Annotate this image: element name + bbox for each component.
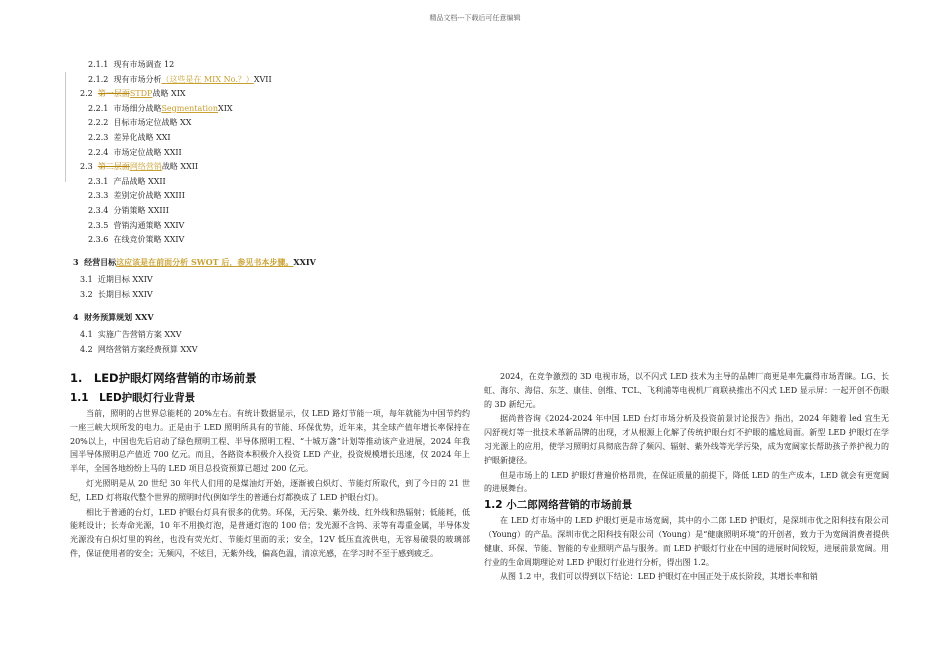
toc-entry-number: 2.2 bbox=[80, 89, 93, 99]
paragraph: 据尚普咨询《2024-2024 年中国 LED 台灯市场分析及投资前景讨论报告》指出，2024 年随着 led 宜生无闪舒视灯等一批技术革新品牌的出现，才从根源上化解了传统护眼台灯不护眼的尴尬局面。新型 LED 护眼灯在学习光源上的应用，使学习照明灯具彻底告辞了频闪、辐射、紫外线等光学污染，成为宽阔家长帮助孩子养护视力的护眼新捷径。 bbox=[484, 414, 889, 465]
toc-entry-text: 财务预算规划 XXV bbox=[84, 311, 154, 322]
toc-entry-text: XVII bbox=[253, 74, 272, 84]
toc-entry-number: 2.1.1 bbox=[88, 60, 109, 69]
toc-entry[interactable] bbox=[70, 160, 490, 175]
toc-entry-text: 战略 XIX bbox=[152, 89, 186, 99]
section-heading-1-2: 1.2 小二郎网络营销的市场前景 bbox=[484, 499, 633, 512]
toc-entry-text: 目标市场定位战略 XX bbox=[113, 118, 192, 128]
paragraph: 在 LED 灯市场中的 LED 护眼灯更是市场宽阔，其中的小二郎 LED 护眼灯，是深圳市优之阳科技有限公司（Young）的产品。深圳市优之阳科技有限公司（Young）是“健康照明环境”的开创者，致力于为宽阔消费者提供健康、环保、节能、智能的专业照明产品与服务。而 LED 护眼灯行业在中国的进展时间较短，进展前景宽阔。用行业的生命周期理论对 LED 护眼灯行业进行分析，得出图 1.2。 bbox=[484, 516, 889, 567]
tracked-deletion: 第一层面 bbox=[97, 89, 130, 99]
paragraph: 但是市场上的 LED 护眼灯普遍价格昂贵，在保证质量的前提下，降低 LED 的生产成本，LED 就会有更宽阔的进展舞台。 bbox=[484, 470, 889, 494]
toc-entry-text: 营销沟通策略 XXIV bbox=[113, 220, 185, 230]
toc-entry-number: 2.3.3 bbox=[88, 191, 109, 201]
toc-entry-number: 3.1 bbox=[80, 275, 93, 285]
toc-entry-text: 现有市场调查 12 bbox=[113, 60, 175, 69]
toc-entry[interactable] bbox=[70, 219, 490, 234]
toc-entry[interactable] bbox=[70, 116, 490, 131]
toc-entry[interactable] bbox=[70, 58, 490, 73]
toc-entry[interactable] bbox=[70, 175, 490, 190]
toc-entry-text: 实施广告营销方案 XXV bbox=[97, 330, 182, 340]
toc-entry[interactable] bbox=[70, 233, 490, 248]
paragraph: 相比于普通的台灯，LED 护眼台灯具有很多的优势。环保，无污染、紫外线、红外线和热辐射；低能耗，低能耗设计；长寿命光源，10 年不用换灯泡，是普通灯泡的 100 倍；发光源不含钨、汞等有毒重金属，半导体发光源没有白炽灯里的钨丝，也没有荧光灯、节能灯里面的汞；安全，12V 低压直流供电，无容易破裂的玻璃部件，保证使用者的安全；无频闪，不炫目，无紫外线，偏高色温，清凉光感，在学习时不至于感到疲乏。 bbox=[70, 507, 470, 558]
toc-entry-text: 战略 XXII bbox=[161, 162, 199, 172]
toc-entry[interactable] bbox=[70, 189, 490, 204]
toc-entry-number: 2.3.1 bbox=[88, 176, 109, 186]
toc-entry-number: 2.3.4 bbox=[88, 205, 109, 215]
toc-entry-number: 2.3.6 bbox=[88, 235, 109, 245]
paragraph: 灯光照明是从 20 世纪 30 年代人们用的是煤油灯开始，逐渐被白炽灯、节能灯所取代，到了今日的 21 世纪，LED 灯将取代整个世界的照明时代(例如学生的普通台灯都换成了 LED 护眼台灯)。 bbox=[70, 478, 470, 502]
paragraph: 2024，在竞争激烈的 3D 电视市场，以不闪式 LED 技术为主导的品牌厂商更是率先赢得市场青睐。LG、长虹、海尔、海信、东芝、康佳、创维、TCL、飞利浦等电视机厂商联袂推出不闪式 LED 显示屏：一起开创不伤眼的 3D 新纪元。 bbox=[484, 372, 889, 409]
section-heading-1: 1. LED护眼灯网络营销的市场前景 bbox=[70, 371, 257, 385]
toc-entry-text: 网络营销方案经费预算 XXV bbox=[97, 344, 198, 354]
toc-entry[interactable] bbox=[70, 288, 490, 303]
toc-entry[interactable] bbox=[70, 73, 490, 88]
section-heading-1-1: 1.1 LED护眼灯行业背景 bbox=[70, 392, 196, 404]
toc-entry[interactable] bbox=[70, 255, 490, 270]
toc-entry-number: 2.2.1 bbox=[88, 103, 109, 113]
toc-entry[interactable] bbox=[70, 343, 490, 358]
toc-entry-number: 3 bbox=[73, 256, 79, 267]
toc-entry[interactable] bbox=[70, 131, 490, 146]
tracked-insertion: 网络营销 bbox=[129, 162, 162, 172]
toc-entry-number: 2.3 bbox=[80, 162, 93, 172]
toc-entry-text: 在线竞价策略 XXIV bbox=[113, 235, 185, 245]
left-column bbox=[70, 370, 470, 562]
toc-entry[interactable] bbox=[70, 102, 490, 117]
toc-entry-text: 经营目标 bbox=[84, 256, 117, 267]
toc-entry-number: 2.2.3 bbox=[88, 132, 109, 142]
toc-entry-text: XXIV bbox=[293, 256, 316, 267]
toc-entry-text: 差异化战略 XXI bbox=[113, 132, 171, 142]
toc-entry[interactable] bbox=[70, 87, 490, 102]
tracked-insertion: 这应该是在前面分析 SWOT 后，参见书本步骤。 bbox=[116, 256, 294, 267]
toc-entry-number: 4.2 bbox=[80, 344, 93, 354]
toc-entry-text: 产品战略 XXII bbox=[113, 176, 166, 186]
tracked-insertion: STDP bbox=[129, 89, 153, 99]
toc-entry-number: 2.2.4 bbox=[88, 147, 109, 157]
toc-entry-text: 市场定位战略 XXII bbox=[113, 147, 182, 157]
table-of-contents bbox=[70, 58, 490, 357]
right-column bbox=[484, 370, 889, 585]
toc-entry-text: 差别定价战略 XXIII bbox=[113, 191, 185, 201]
toc-entry[interactable] bbox=[70, 310, 490, 325]
tracked-insertion: （这些是在 MIX No.？） bbox=[161, 74, 254, 84]
toc-entry-text: 近期目标 XXIV bbox=[97, 275, 153, 285]
toc-entry-number: 2.3.5 bbox=[88, 220, 109, 230]
toc-entry-number: 3.2 bbox=[80, 289, 93, 299]
toc-entry-text: XIX bbox=[218, 103, 233, 113]
header-note: 精品文档---下载后可任意编辑 bbox=[429, 14, 521, 22]
paragraph: 当前，照明的占世界总能耗的 20%左右。有统计数据显示，仅 LED 路灯节能一项，每年就能为中国节约约一座三峡大坝所发的电力。正是由于 LED 照明所具有的节能、环保优势，近年来，其全球产值年增长率保持在 20%以上，中国也先后启动了绿色照明工程、半导体照明工程、“十城万盏”计划等推动该产业进展，2024 年我国半导体照明总产值近 700 亿元。而且，各路资本积极介入投资 LED 产业，投资规模增长迅速，仅 2024 年上半年，全国各地纷纷上马的 LED 项目总投资预算已超过 200 亿元。 bbox=[70, 409, 470, 474]
toc-entry[interactable] bbox=[70, 328, 490, 343]
toc-entry[interactable] bbox=[70, 146, 490, 161]
paragraph: 从图 1.2 中，我们可以得到以下结论：LED 护眼灯在中国正处于成长阶段，其增长率和销 bbox=[500, 572, 818, 582]
revision-bar bbox=[65, 72, 66, 182]
toc-entry-number: 2.2.2 bbox=[88, 118, 109, 128]
toc-entry-text: 分销策略 XXIII bbox=[113, 205, 169, 215]
toc-entry-text: 长期目标 XXIV bbox=[97, 289, 153, 299]
toc-entry-text: 市场细分战略 bbox=[113, 103, 162, 113]
tracked-deletion: 第二层面 bbox=[97, 162, 130, 172]
toc-entry-number: 4 bbox=[73, 311, 79, 322]
toc-entry-text: 现有市场分析 bbox=[113, 74, 162, 84]
tracked-insertion: Segmentation bbox=[161, 103, 218, 113]
toc-entry[interactable] bbox=[70, 204, 490, 219]
toc-entry-number: 4.1 bbox=[80, 330, 93, 340]
toc-entry-number: 2.1.2 bbox=[88, 74, 109, 84]
toc-entry[interactable] bbox=[70, 273, 490, 288]
